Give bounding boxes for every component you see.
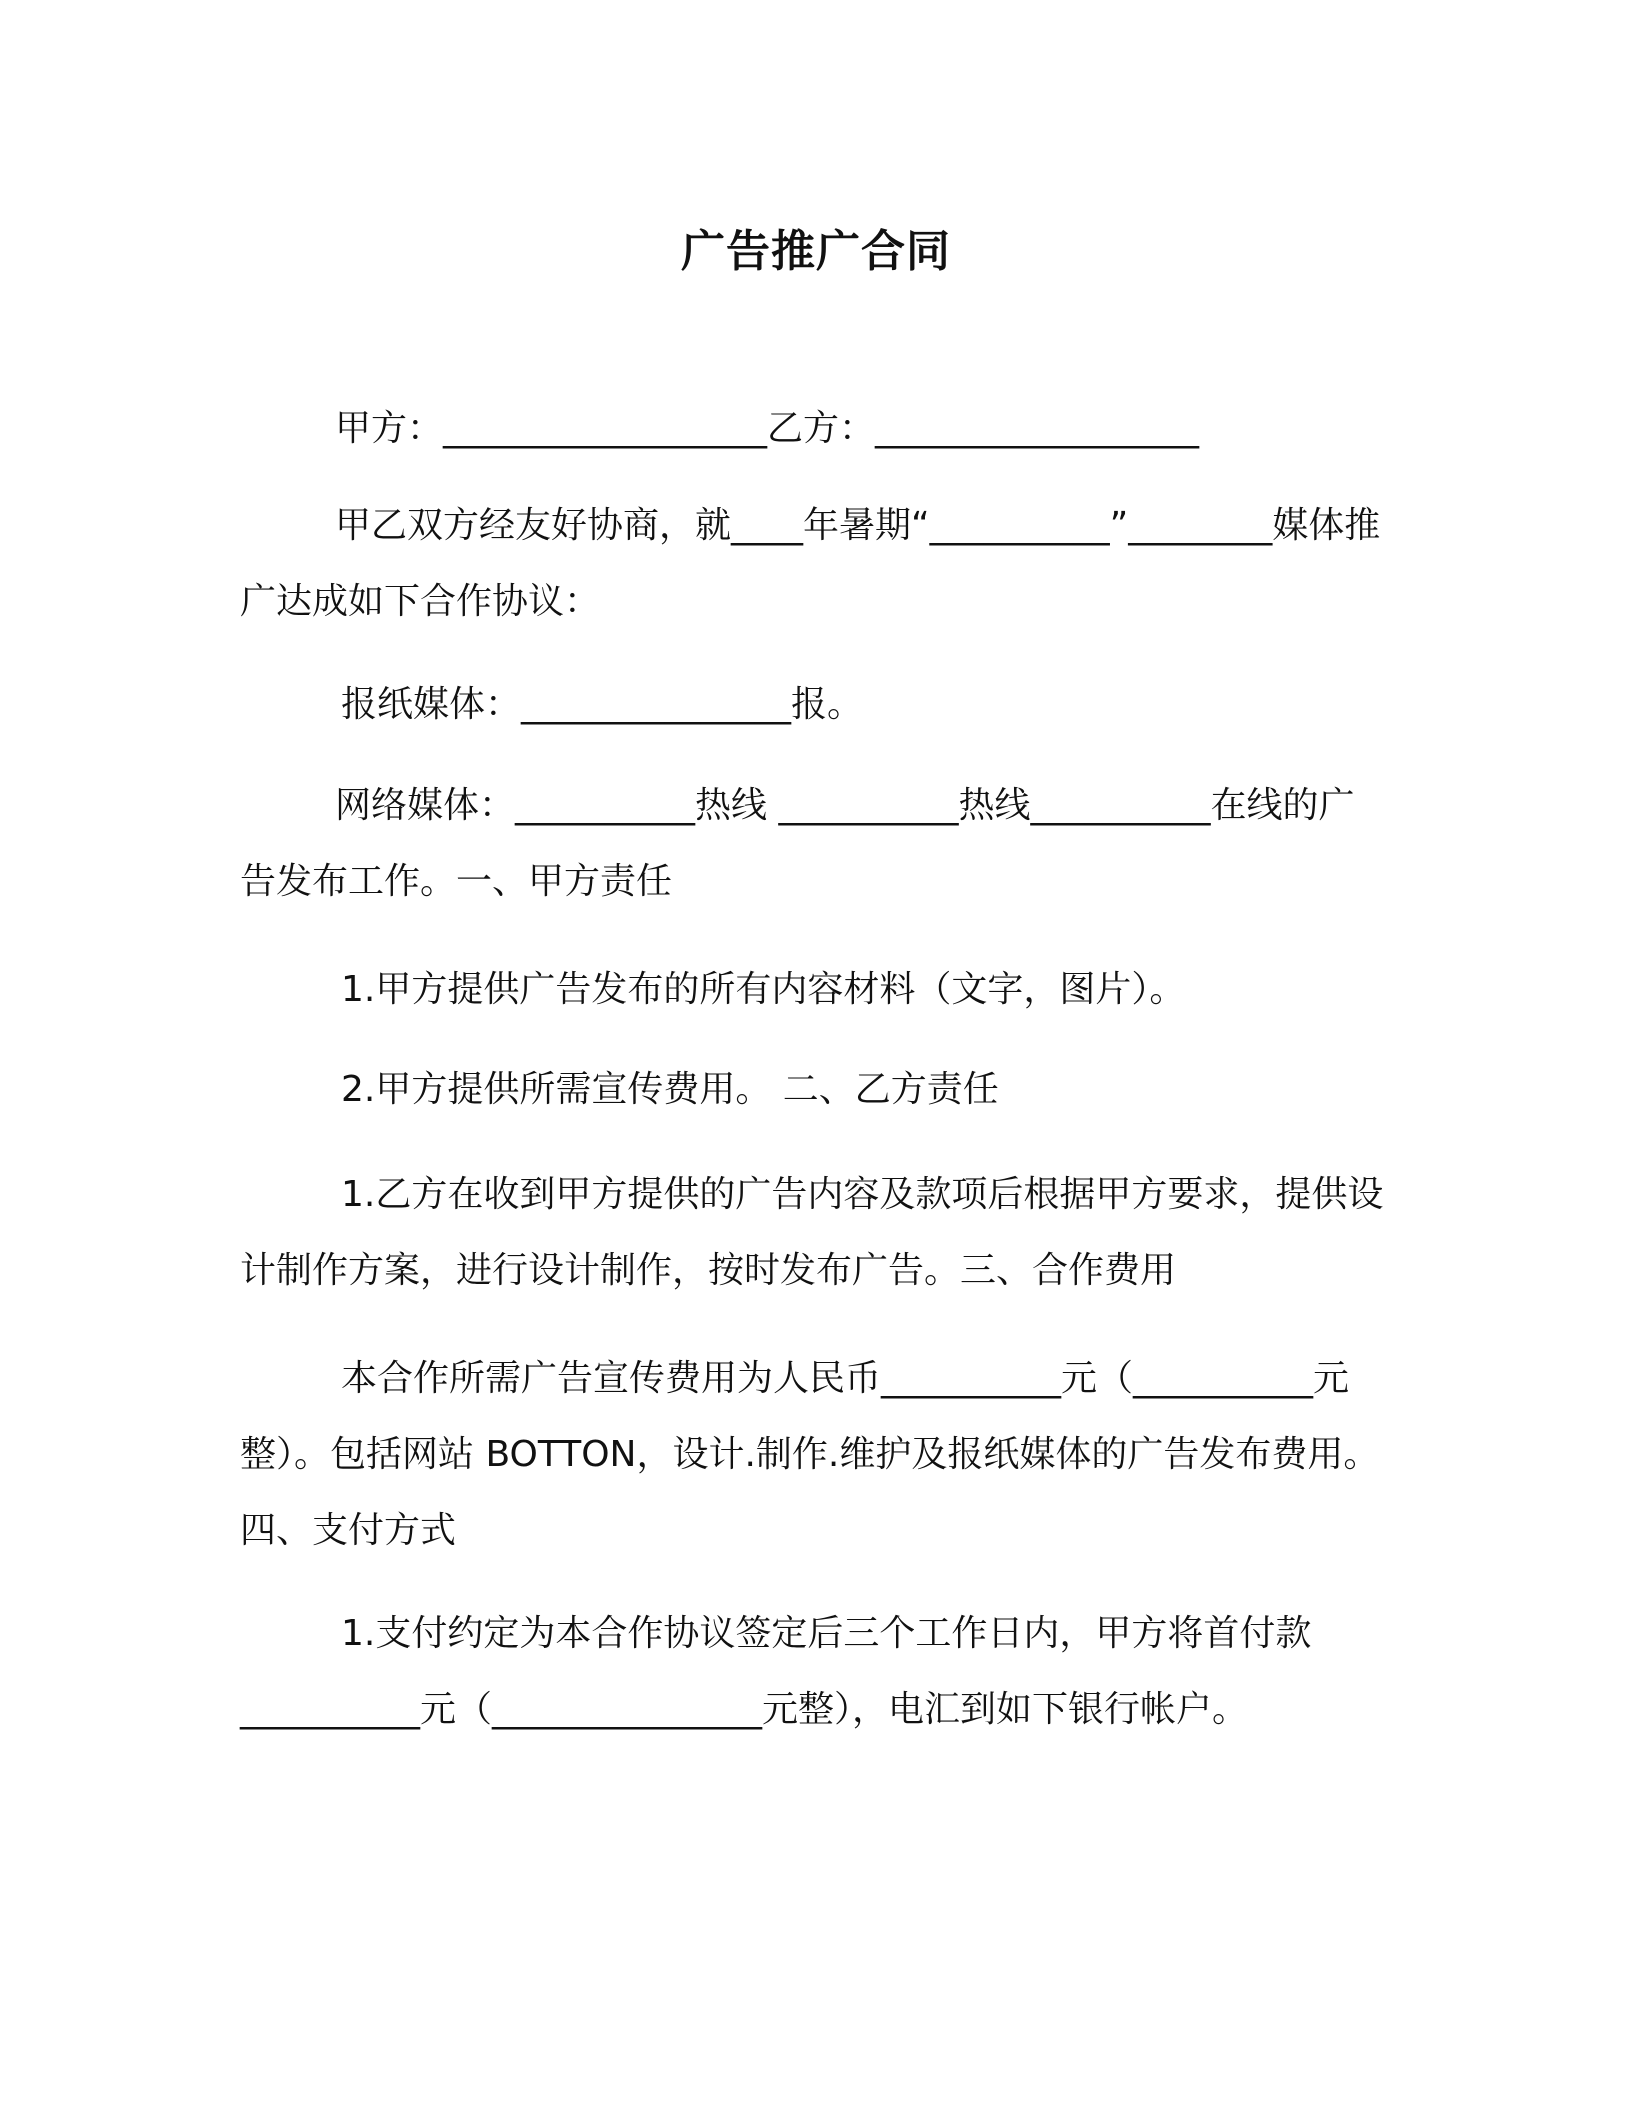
- newspaper-media-line: 报纸媒体：_______________报。: [341, 684, 864, 725]
- party-a-duty-2: 2.甲方提供所需宣传费用。 二、乙方责任: [341, 1069, 999, 1110]
- online-media-paragraph: 网络媒体：__________热线 __________热线__________在线的广告发布工作。一、甲方责任: [240, 785, 1355, 902]
- document-title: 广告推广合同: [681, 226, 951, 277]
- party-a-duty-1: 1.甲方提供广告发布的所有内容材料（文字，图片）。: [341, 969, 1186, 1010]
- payment-paragraph: 1.支付约定为本合作协议签定后三个工作日内，甲方将首付款__________元（_______________元整），电汇到如下银行帐户。: [240, 1613, 1312, 1730]
- intro-paragraph: 甲乙双方经友好协商，就____年暑期“__________”________媒体推广达成如下合作协议：: [240, 505, 1381, 622]
- fee-paragraph: 本合作所需广告宣传费用为人民币__________元（__________元整）。包括网站 BOTTON，设计.制作.维护及报纸媒体的广告发布费用。四、支付方式: [240, 1358, 1380, 1551]
- party-b-duty-1: 1.乙方在收到甲方提供的广告内容及款项后根据甲方要求，提供设计制作方案，进行设计制作，按时发布广告。三、合作费用: [240, 1174, 1384, 1291]
- party-line: 甲方：__________________乙方：__________________: [335, 408, 1200, 449]
